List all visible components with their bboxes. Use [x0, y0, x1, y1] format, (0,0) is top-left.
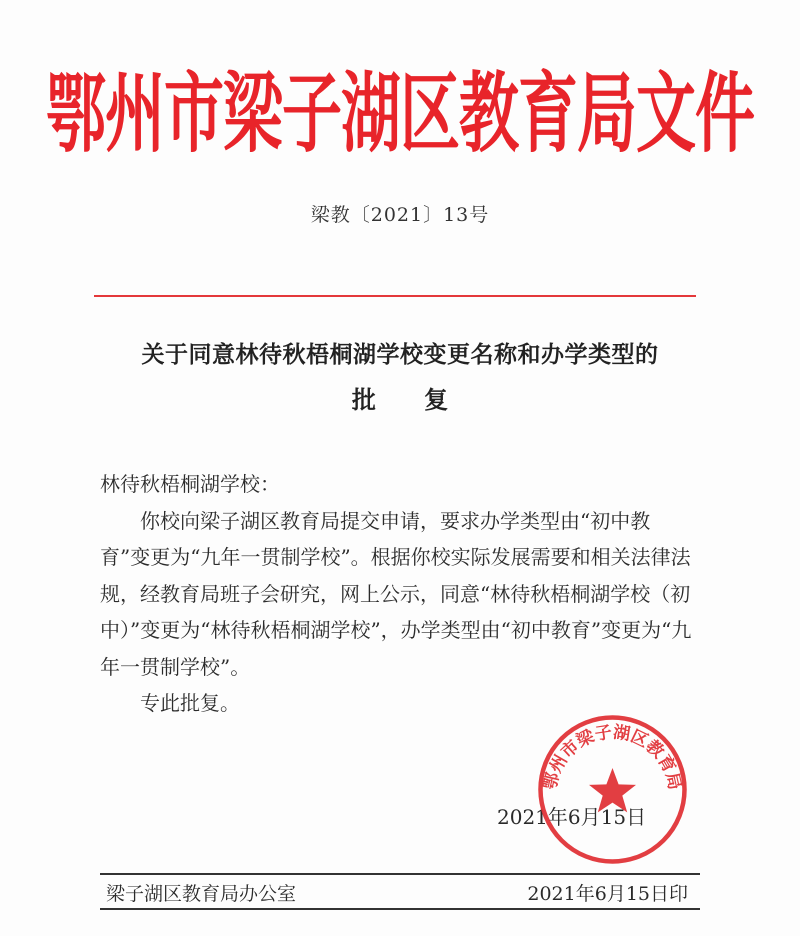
footer-divider-top	[100, 873, 700, 875]
star-icon	[589, 768, 636, 812]
signature-date: 2021年6月15日	[497, 805, 647, 829]
salutation: 林待秋梧桐湖学校：	[100, 472, 280, 496]
closing-line: 专此批复。	[140, 691, 240, 715]
red-divider	[94, 295, 696, 297]
document-header-title: 鄂州市梁子湖区教育局文件	[46, 63, 754, 165]
footer-print-date: 2021年6月15日印	[527, 883, 688, 905]
body-paragraph: 你校向梁子湖区教育局提交申请，要求办学类型由“初中教育”变更为“九年一贯制学校”。根据你校实际发展需要和相关法律法规，经教育局班子会研究，网上公示，同意“林待秋梧桐湖学校（初中）”变更为“林待秋梧桐湖学校”，办学类型由“初中教育”变更为“九年一贯制学校”。	[100, 508, 692, 679]
footer-office: 梁子湖区教育局办公室	[106, 883, 297, 905]
document-body	[100, 466, 700, 722]
footer-divider-bottom	[100, 908, 700, 910]
seal-text: 鄂州市梁子湖区教育局	[540, 722, 685, 792]
document-number: 梁教〔2021〕13号	[310, 204, 490, 226]
subject-line-1: 关于同意林待秋梧桐湖学校变更名称和办学类型的	[141, 341, 659, 368]
subject-line-2: 批 复	[351, 385, 449, 414]
official-seal-icon	[535, 712, 690, 867]
